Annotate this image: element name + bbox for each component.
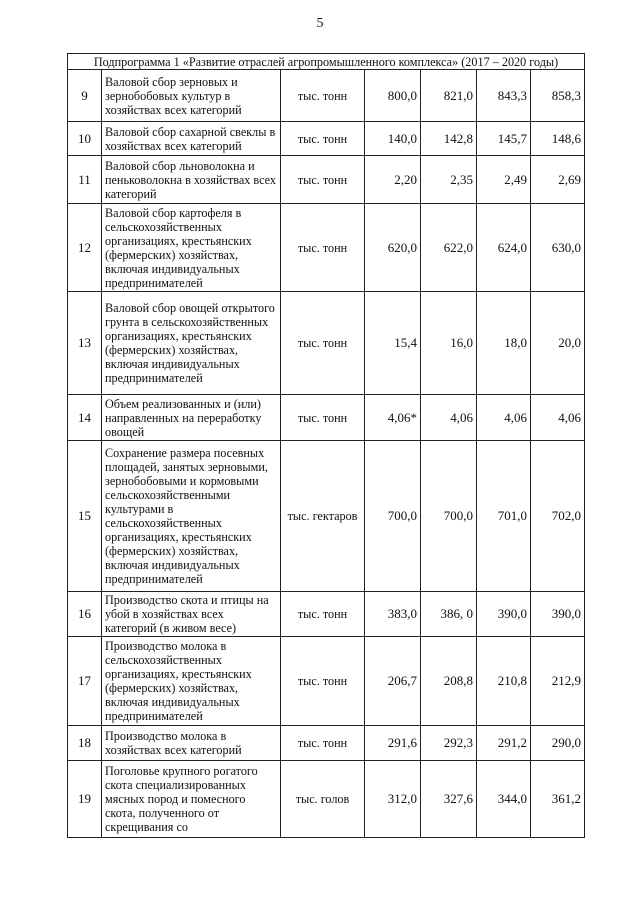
- indicator-name: Валовой сбор зерновых и зернобобовых культур в хозяйствах всех категорий: [102, 70, 281, 122]
- unit-cell: тыс. тонн: [281, 395, 365, 441]
- value-2020: 390,0: [531, 592, 585, 637]
- row-number: 15: [68, 441, 102, 592]
- value-2019: 18,0: [477, 292, 531, 395]
- row-number: 19: [68, 761, 102, 838]
- table-row: [68, 395, 585, 441]
- unit-cell: тыс. тонн: [281, 292, 365, 395]
- row-number: 10: [68, 122, 102, 156]
- unit-cell: тыс. тонн: [281, 122, 365, 156]
- unit-cell: тыс. тонн: [281, 726, 365, 761]
- indicator-name: Валовой сбор картофеля в сельскохозяйственных организациях, крестьянских (фермерских) хозяйствах, включая индивидуальных предпринимателей: [102, 204, 281, 292]
- value-2018: 208,8: [421, 637, 477, 726]
- table-row: [68, 70, 585, 122]
- table-row: [68, 637, 585, 726]
- value-2017: 700,0: [365, 441, 421, 592]
- value-2019: 4,06: [477, 395, 531, 441]
- value-2018: 142,8: [421, 122, 477, 156]
- table-row: [68, 761, 585, 838]
- value-2018: 16,0: [421, 292, 477, 395]
- value-2020: 858,3: [531, 70, 585, 122]
- value-2019: 843,3: [477, 70, 531, 122]
- value-2020: 361,2: [531, 761, 585, 838]
- value-2020: 702,0: [531, 441, 585, 592]
- indicator-name: Поголовье крупного рогатого скота специализированных мясных пород и помесного скота, полученного от скрещивания со: [102, 761, 281, 838]
- row-number: 18: [68, 726, 102, 761]
- value-2018: 622,0: [421, 204, 477, 292]
- unit-cell: тыс. тонн: [281, 156, 365, 204]
- indicator-name: Производство молока в хозяйствах всех категорий: [102, 726, 281, 761]
- row-number: 16: [68, 592, 102, 637]
- indicator-name: Объем реализованных и (или) направленных на переработку овощей: [102, 395, 281, 441]
- value-2019: 624,0: [477, 204, 531, 292]
- value-2020: 20,0: [531, 292, 585, 395]
- value-2020: 148,6: [531, 122, 585, 156]
- value-2017: 291,6: [365, 726, 421, 761]
- value-2017: 140,0: [365, 122, 421, 156]
- value-2017: 2,20: [365, 156, 421, 204]
- value-2019: 210,8: [477, 637, 531, 726]
- unit-cell: тыс. тонн: [281, 592, 365, 637]
- row-number: 9: [68, 70, 102, 122]
- indicator-name: Производство скота и птицы на убой в хозяйствах всех категорий (в живом весе): [102, 592, 281, 637]
- value-2020: 290,0: [531, 726, 585, 761]
- value-2020: 212,9: [531, 637, 585, 726]
- value-2018: 821,0: [421, 70, 477, 122]
- unit-cell: тыс. голов: [281, 761, 365, 838]
- indicator-name: Производство молока в сельскохозяйственных организациях, крестьянских (фермерских) хозяйствах, включая индивидуальных предпринимателей: [102, 637, 281, 726]
- row-number: 13: [68, 292, 102, 395]
- value-2019: 2,49: [477, 156, 531, 204]
- table-row: [68, 726, 585, 761]
- value-2019: 145,7: [477, 122, 531, 156]
- value-2019: 390,0: [477, 592, 531, 637]
- indicator-name: Сохранение размера посевных площадей, занятых зерновыми, зернобобовыми и кормовыми сельскохозяйственными культурами в сельскохозяйственных организациях, крестьянских (фермерских) хозяйствах, включая индивидуальных предпринимателей: [102, 441, 281, 592]
- row-number: 17: [68, 637, 102, 726]
- value-2019: 291,2: [477, 726, 531, 761]
- value-2017: 383,0: [365, 592, 421, 637]
- value-2018: 700,0: [421, 441, 477, 592]
- row-number: 11: [68, 156, 102, 204]
- page-number: 5: [316, 16, 324, 31]
- value-2018: 4,06: [421, 395, 477, 441]
- unit-cell: тыс. тонн: [281, 637, 365, 726]
- table-header-row: [68, 54, 585, 70]
- value-2018: 2,35: [421, 156, 477, 204]
- table-row: [68, 292, 585, 395]
- value-2017: 620,0: [365, 204, 421, 292]
- value-2018: 292,3: [421, 726, 477, 761]
- indicator-name: Валовой сбор льноволокна и пеньковолокна в хозяйствах всех категорий: [102, 156, 281, 204]
- value-2017: 4,06*: [365, 395, 421, 441]
- row-number: 12: [68, 204, 102, 292]
- value-2017: 312,0: [365, 761, 421, 838]
- section-header: Подпрограмма 1 «Развитие отраслей агропромышленного комплекса» (2017 – 2020 годы): [68, 54, 585, 70]
- value-2018: 327,6: [421, 761, 477, 838]
- value-2018: 386, 0: [421, 592, 477, 637]
- value-2019: 344,0: [477, 761, 531, 838]
- unit-cell: тыс. тонн: [281, 204, 365, 292]
- table-row: [68, 592, 585, 637]
- table-row: [68, 156, 585, 204]
- table-row: [68, 204, 585, 292]
- indicators-table: [67, 53, 585, 838]
- value-2020: 2,69: [531, 156, 585, 204]
- value-2019: 701,0: [477, 441, 531, 592]
- indicator-name: Валовой сбор сахарной свеклы в хозяйствах всех категорий: [102, 122, 281, 156]
- value-2020: 630,0: [531, 204, 585, 292]
- row-number: 14: [68, 395, 102, 441]
- indicator-name: Валовой сбор овощей открытого грунта в сельскохозяйственных организациях, крестьянских (фермерских) хозяйствах, включая индивидуальных предпринимателей: [102, 292, 281, 395]
- value-2017: 15,4: [365, 292, 421, 395]
- unit-cell: тыс. гектаров: [281, 441, 365, 592]
- value-2017: 800,0: [365, 70, 421, 122]
- table-row: [68, 441, 585, 592]
- value-2020: 4,06: [531, 395, 585, 441]
- table-row: [68, 122, 585, 156]
- unit-cell: тыс. тонн: [281, 70, 365, 122]
- value-2017: 206,7: [365, 637, 421, 726]
